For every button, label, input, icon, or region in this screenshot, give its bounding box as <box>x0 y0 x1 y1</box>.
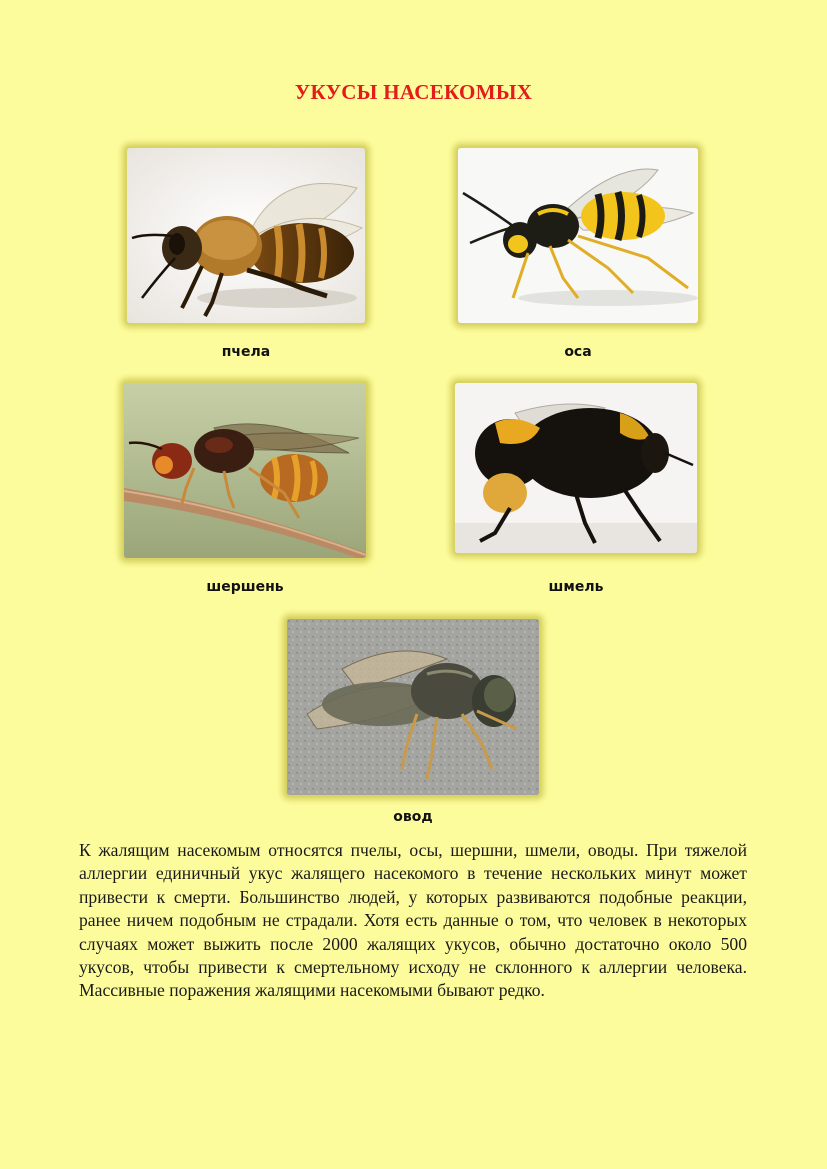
bee-photo <box>127 148 365 323</box>
bumblebee-icon <box>455 383 697 553</box>
horsefly-icon <box>287 619 539 795</box>
hornet-icon <box>124 383 366 558</box>
wasp-icon <box>458 148 698 323</box>
horsefly-caption: овод <box>393 809 433 825</box>
page-title: УКУСЫ НАСЕКОМЫХ <box>294 80 533 104</box>
wasp-caption: оса <box>564 344 592 360</box>
body-paragraph: К жалящим насекомым относятся пчелы, осы, шершни, шмели, оводы. При тяжелой аллергии единичный укус жалящего насекомого в течение нескольких минут может привести к смерти. Большинство людей, у которых развиваются подобные реакции, ранее ничем подобным не страдали. Хотя есть данные о том, что человек в некоторых случаях может выжить после 2000 жалящих укусов, обычно достаточно около 500 укусов, чтобы привести к смертельному исходу не склонного к аллергии человека. Массивные поражения жалящими насекомыми бывают редко. <box>79 840 747 1001</box>
bumblebee-photo <box>455 383 697 553</box>
bee-caption: пчела <box>221 344 271 360</box>
wasp-photo <box>458 148 698 323</box>
horsefly-photo <box>287 619 539 795</box>
hornet-caption: шершень <box>206 579 284 595</box>
bumblebee-caption: шмель <box>548 579 604 595</box>
hornet-photo <box>124 383 366 558</box>
bee-icon <box>127 148 365 323</box>
